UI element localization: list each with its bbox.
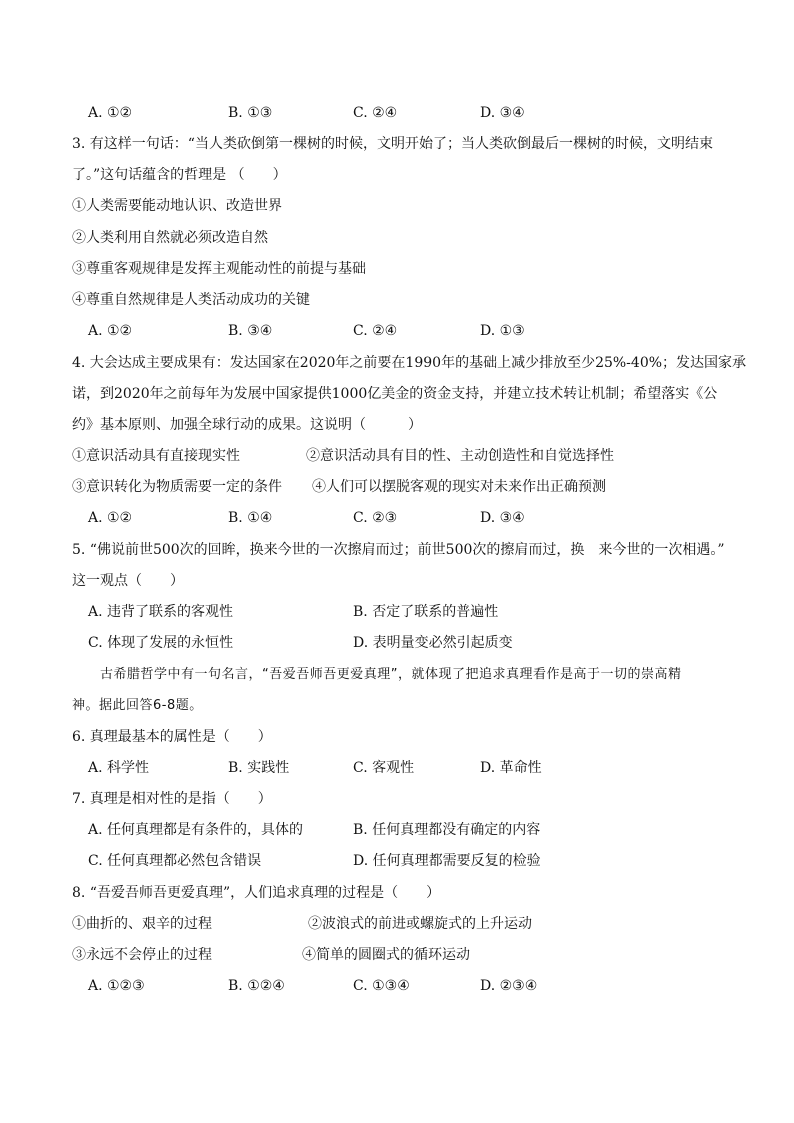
q6-option-b[interactable]: B. 实践性: [228, 760, 290, 776]
q3-statement-1: ①人类需要能动地认识、改造世界: [72, 198, 282, 214]
q3-stem-line2: 了。”这句话蕴含的哲理是 （ ）: [72, 167, 287, 183]
q4-option-a[interactable]: A. ①②: [88, 510, 133, 526]
q3-statement-2: ②人类利用自然就必须改造自然: [72, 230, 268, 246]
q3-statement-4: ④尊重自然规律是人类活动成功的关键: [72, 292, 310, 308]
passage-line2: 神。据此回答6-8题。: [72, 698, 203, 713]
q6-option-d[interactable]: D. 革命性: [480, 760, 542, 776]
q3-option-a[interactable]: A. ①②: [88, 323, 133, 339]
q8-option-d[interactable]: D. ②③④: [480, 978, 538, 994]
q8-stem: 8. “吾爱吾师吾更爱真理”，人们追求真理的过程是（ ）: [72, 885, 441, 901]
q7-option-c[interactable]: C. 任何真理都必然包含错误: [88, 853, 262, 869]
q5-option-d[interactable]: D. 表明量变必然引起质变: [353, 635, 513, 651]
q3-statement-3: ③尊重客观规律是发挥主观能动性的前提与基础: [72, 261, 366, 277]
q5-option-b[interactable]: B. 否定了联系的普遍性: [353, 604, 499, 620]
q7-option-a[interactable]: A. 任何真理都是有条件的，具体的: [88, 822, 304, 838]
q4-statement-4: ④人们可以摆脱客观的现实对未来作出正确预测: [312, 479, 606, 495]
q6-option-a[interactable]: A. 科学性: [88, 760, 150, 776]
q3-option-d[interactable]: D. ①③: [480, 323, 525, 339]
q8-option-a[interactable]: A. ①②③: [88, 978, 145, 994]
q3-option-b[interactable]: B. ③④: [228, 323, 273, 339]
q2-option-d[interactable]: D. ③④: [480, 105, 525, 121]
q4-option-c[interactable]: C. ②③: [353, 510, 398, 526]
q8-statement-4: ④简单的圆圈式的循环运动: [302, 947, 470, 963]
q2-option-a[interactable]: A. ①②: [88, 105, 133, 121]
q4-statement-1: ①意识活动具有直接现实性: [72, 448, 240, 464]
q8-statement-2: ②波浪式的前进或螺旋式的上升运动: [308, 916, 532, 932]
passage-line1: 古希腊哲学中有一句名言，“吾爱吾师吾更爱真理”，就体现了把追求真理看作是高于一切的崇高精: [100, 667, 682, 682]
q7-stem: 7. 真理是相对性的是指（ ）: [72, 791, 272, 807]
q4-option-d[interactable]: D. ③④: [480, 510, 525, 526]
q4-stem-line2: 诺，到2020年之前每年为发展中国家提供1000亿美金的资金支持，并建立技术转让机制；希望落实《公: [72, 386, 718, 402]
q4-statement-3: ③意识转化为物质需要一定的条件: [72, 479, 282, 495]
q4-option-b[interactable]: B. ①④: [228, 510, 273, 526]
q8-statement-3: ③永远不会停止的过程: [72, 947, 212, 963]
q5-option-a[interactable]: A. 违背了联系的客观性: [88, 604, 234, 620]
q8-option-b[interactable]: B. ①②④: [228, 978, 285, 994]
q2-option-b[interactable]: B. ①③: [228, 105, 273, 121]
q4-stem-line3: 约》基本原则、加强全球行动的成果。这说明（ ）: [72, 417, 422, 433]
q3-stem-line1: 3. 有这样一句话：“当人类砍倒第一棵树的时候，文明开始了；当人类砍倒最后一棵树的时候，文明结束: [72, 136, 713, 152]
q7-option-d[interactable]: D. 任何真理都需要反复的检验: [353, 853, 541, 869]
q4-statement-2: ②意识活动具有目的性、主动创造性和自觉选择性: [306, 448, 614, 464]
q2-option-c[interactable]: C. ②④: [353, 105, 398, 121]
q4-stem-line1: 4. 大会达成主要成果有：发达国家在2020年之前要在1990年的基础上减少排放至少25%-40%；发达国家承: [72, 355, 747, 371]
q5-stem-line2: 这一观点（ ）: [72, 573, 184, 589]
q7-option-b[interactable]: B. 任何真理都没有确定的内容: [353, 822, 541, 838]
q6-option-c[interactable]: C. 客观性: [353, 760, 415, 776]
q5-option-c[interactable]: C. 体现了发展的永恒性: [88, 635, 234, 651]
q6-stem: 6. 真理最基本的属性是（ ）: [72, 729, 272, 745]
q5-stem-line1: 5. “佛说前世500次的回眸，换来今世的一次擦肩而过；前世500次的擦肩而过，换 来今世的一次相遇。”: [72, 542, 725, 558]
q8-statement-1: ①曲折的、艰辛的过程: [72, 916, 212, 932]
q3-option-c[interactable]: C. ②④: [353, 323, 398, 339]
q8-option-c[interactable]: C. ①③④: [353, 978, 410, 994]
